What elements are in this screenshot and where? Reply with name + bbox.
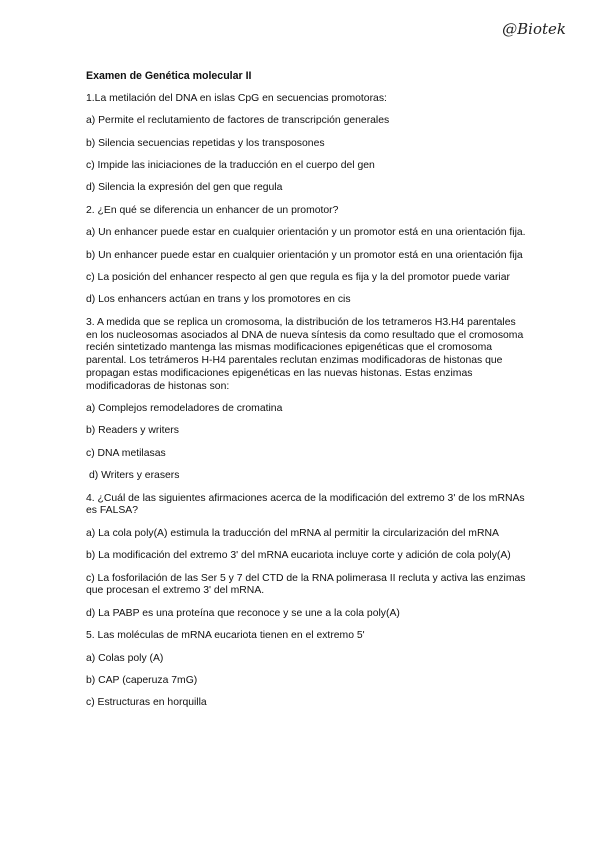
question-3-option-d: d) Writers y erasers	[89, 470, 180, 482]
question-5-prompt: 5. Las moléculas de mRNA eucariota tienen en el extremo 5'	[86, 630, 365, 642]
question-5-option-c: c) Estructuras en horquilla	[86, 697, 207, 709]
question-5-option-b: b) CAP (caperuza 7mG)	[86, 674, 198, 686]
question-3-option-a: a) Complejos remodeladores de cromatina	[86, 403, 283, 415]
question-5-option-a: a) Colas poly (A)	[86, 652, 164, 664]
question-2-option-d: d) Los enhancers actúan en trans y los promotores en cis	[86, 294, 351, 306]
question-2-prompt: 2. ¿En qué se diferencia un enhancer de un promotor?	[86, 204, 339, 216]
exam-document	[86, 70, 526, 720]
question-1-option-d: d) Silencia la expresión del gen que regula	[86, 182, 283, 194]
question-1-option-a: a) Permite el reclutamiento de factores de transcripción generales	[86, 115, 390, 127]
question-4-option-b: b) La modificación del extremo 3' del mRNA eucariota incluye corte y adición de cola poly(A)	[86, 550, 511, 562]
question-4-option-a: a) La cola poly(A) estimula la traducción del mRNA al permitir la circularización del mRNA	[86, 527, 499, 539]
question-4-prompt: 4. ¿Cuál de las siguientes afirmaciones acerca de la modificación del extremo 3' de los mRNAs es FALSA?	[86, 492, 525, 517]
question-4-option-c: c) La fosforilación de las Ser 5 y 7 del CTD de la RNA polimerasa II recluta y activa las enzimas que procesan el extremo 3' del mRNA.	[86, 572, 526, 597]
watermark-signature: @Biotek	[502, 20, 566, 38]
question-1-option-c: c) Impide las iniciaciones de la traducción en el cuerpo del gen	[86, 159, 375, 171]
question-2-option-c: c) La posición del enhancer respecto al gen que regula es fija y la del promotor puede variar	[86, 271, 510, 283]
question-1-option-b: b) Silencia secuencias repetidas y los transposones	[86, 137, 325, 149]
question-4-option-d: d) La PABP es una proteína que reconoce y se une a la cola poly(A)	[86, 607, 400, 619]
question-2-option-a: a) Un enhancer puede estar en cualquier orientación y un promotor está en una orientación fija.	[86, 227, 526, 239]
question-1-prompt: 1.La metilación del DNA en islas CpG en secuencias promotoras:	[86, 92, 387, 104]
exam-title: Examen de Genética molecular II	[86, 70, 252, 82]
question-2-option-b: b) Un enhancer puede estar en cualquier orientación y un promotor está en una orientación fija	[86, 249, 523, 261]
question-3-option-c: c) DNA metilasas	[86, 447, 166, 459]
question-3-prompt: 3. A medida que se replica un cromosoma, la distribución de los tetrameros H3.H4 parentales en los nucleosomas asociados al DNA de nueva síntesis da como resultado que el cromosoma recién sintetizado mantenga las mismas modificaciones epigenéticas que el cromosoma parental. Los tetrámeros H-H4 parentales reclutan enzimas modificadoras de histonas que propagan estas modificaciones epigenéticas en las nuevas histonas. Estas enzimas modificadoras de histonas son:	[86, 316, 524, 392]
question-3-option-b: b) Readers y writers	[86, 425, 179, 437]
